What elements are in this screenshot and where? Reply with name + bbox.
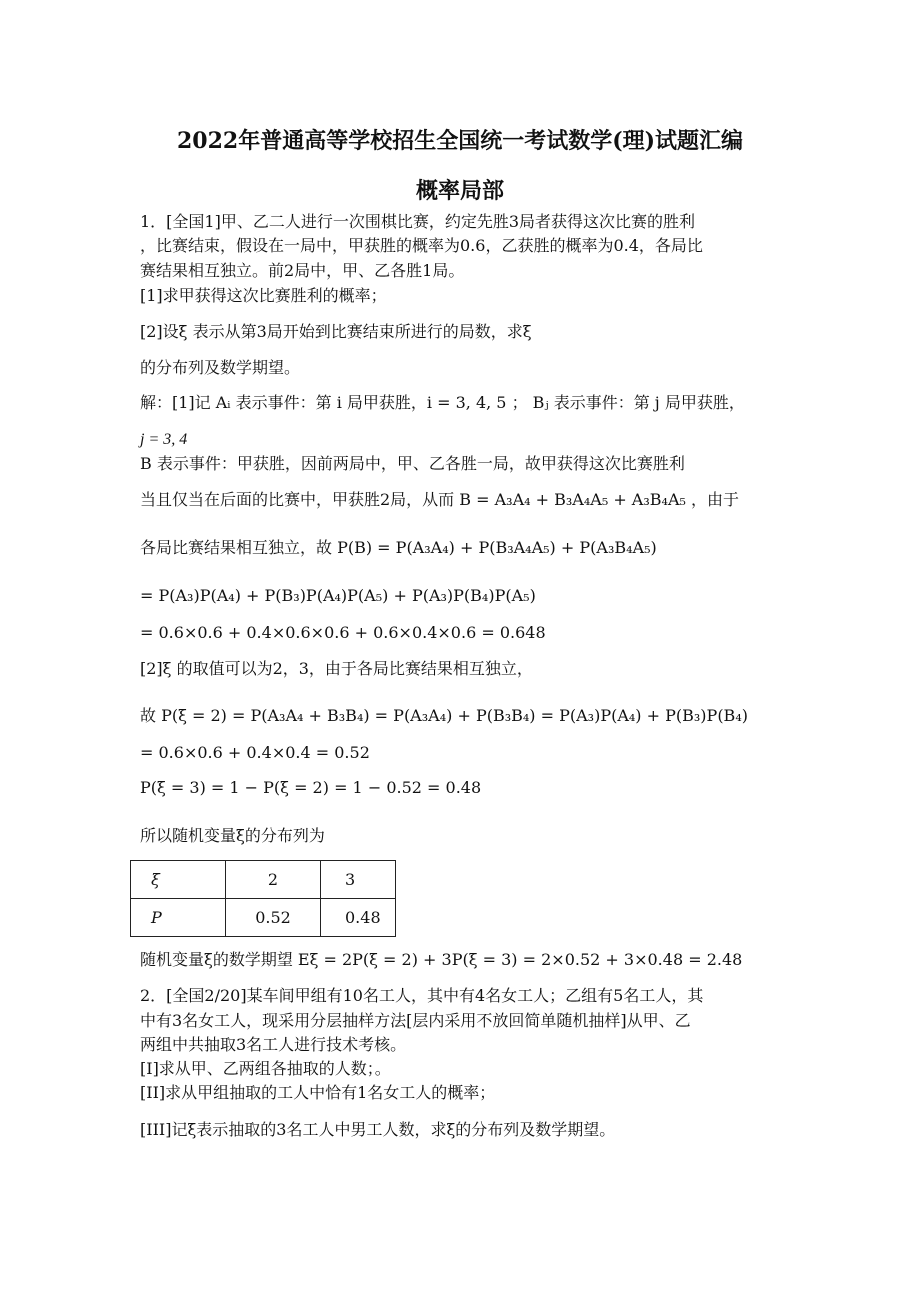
distribution-table [130, 860, 396, 937]
q2-stem-line-2: 中有3名女工人，现采用分层抽样方法[层内采用不放回简单随机抽样]从甲、乙 [140, 1011, 691, 1030]
expectation-line: 随机变量ξ的数学期望 Eξ = 2P(ξ = 2) + 3P(ξ = 3) = 2×0.52 + 3×0.48 = 2.48 [140, 950, 743, 969]
q2-stem-line-3: 两组中共抽取3名工人进行技术考核。 [140, 1035, 407, 1054]
page-title: 2022年普通高等学校招生全国统一考试数学(理)试题汇编 [176, 128, 744, 154]
solution-line-12: 所以随机变量ξ的分布列为 [140, 826, 325, 845]
solution-line-1: 解：[1]记 Aᵢ 表示事件：第 i 局甲获胜，i = 3, 4, 5 ； Bⱼ 表示事件：第 j 局甲获胜， [140, 393, 745, 412]
q1-stem-line-1: 1．[全国1]甲、乙二人进行一次围棋比赛，约定先胜3局者获得这次比赛的胜利 [140, 212, 696, 231]
table-row [131, 861, 396, 899]
solution-line-8: [2]ξ 的取值可以为2，3，由于各局比赛结果相互独立， [140, 659, 533, 678]
q2-part-3: [III]记ξ表示抽取的3名工人中男工人数，求ξ的分布列及数学期望。 [140, 1120, 616, 1139]
solution-line-6: = P(A₃)P(A₄) + P(B₃)P(A₄)P(A₅) + P(A₃)P(B₄)P(A₅) [140, 586, 536, 605]
table-cell: 2 [226, 861, 321, 899]
table-cell: 0.48 [345, 908, 381, 927]
solution-line-10: = 0.6×0.6 + 0.4×0.4 = 0.52 [140, 743, 370, 762]
q2-part-1: [I]求从甲、乙两组各抽取的人数；。 [140, 1059, 391, 1078]
solution-line-11: P(ξ = 3) = 1 − P(ξ = 2) = 1 − 0.52 = 0.48 [140, 778, 482, 797]
table-cell: ξ [131, 861, 226, 899]
table-cell: P [131, 899, 226, 937]
table-row [131, 899, 396, 937]
solution-line-4: 当且仅当在后面的比赛中，甲获胜2局，从而 B = A₃A₄ + B₃A₄A₅ + A₃B₄A₅ ，由于 [140, 490, 740, 509]
solution-line-7: = 0.6×0.6 + 0.4×0.6×0.6 + 0.6×0.4×0.6 = 0.648 [140, 623, 546, 642]
q1-part-2-cont: 的分布列及数学期望。 [140, 358, 301, 377]
solution-line-5: 各局比赛结果相互独立，故 P(B) = P(A₃A₄) + P(B₃A₄A₅) + P(A₃B₄A₅) [140, 538, 657, 557]
q2-stem-line-1: 2．[全国2/20]某车间甲组有10名工人，其中有4名女工人；乙组有5名工人，其 [140, 986, 704, 1005]
table-cell: 0.52 [226, 899, 321, 937]
table-cell: 3 [345, 870, 356, 889]
q1-part-1: [1]求甲获得这次比赛胜利的概率； [140, 286, 387, 305]
q1-stem-line-3: 赛结果相互独立。前2局中，甲、乙各胜1局。 [140, 261, 465, 280]
q1-part-2: [2]设ξ 表示从第3局开始到比赛结束所进行的局数，求ξ [140, 322, 532, 341]
solution-line-3: B 表示事件：甲获胜，因前两局中，甲、乙各胜一局，故甲获得这次比赛胜利 [140, 454, 685, 473]
solution-line-9: 故 P(ξ = 2) = P(A₃A₄ + B₃B₄) = P(A₃A₄) + P(B₃B₄) = P(A₃)P(A₄) + P(B₃)P(B₄) [140, 706, 748, 725]
solution-line-2: j = 3, 4 [140, 431, 188, 448]
section-title: 概率局部 [415, 178, 504, 204]
q2-part-2: [II]求从甲组抽取的工人中恰有1名女工人的概率； [140, 1083, 496, 1102]
q1-stem-line-2: ，比赛结束，假设在一局中，甲获胜的概率为0.6，乙获胜的概率为0.4，各局比 [140, 236, 703, 255]
